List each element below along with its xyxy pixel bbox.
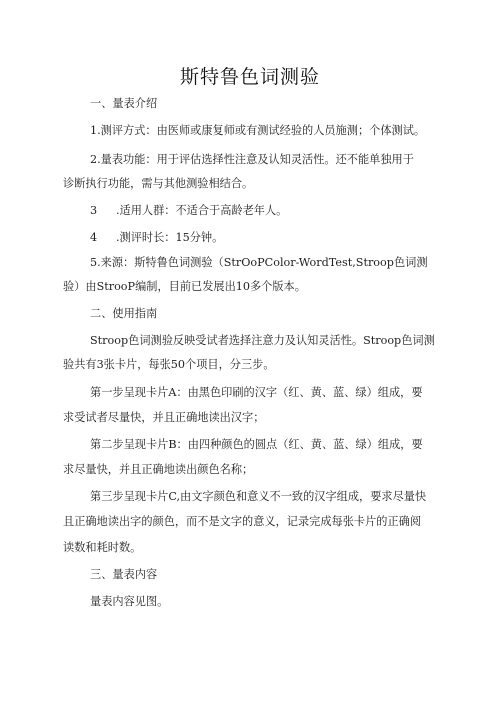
item-text: .测评时长：15分钟。 xyxy=(116,231,224,244)
item-text: .来源：斯特鲁色词测验（StrOoPColor-WordTest,Stroop色词测 xyxy=(97,256,428,269)
section-heading-guide: 二、使用指南 xyxy=(90,307,158,320)
guide-paragraph-2-line-1: 第一步呈现卡片A：由黑色印刷的汉字（红、黄、蓝、绿）组成，要 xyxy=(90,386,423,399)
intro-item-1 xyxy=(90,124,425,138)
item-number: 2 xyxy=(90,153,98,166)
guide-paragraph-1-line-2: 验共有3张卡片，每张50个项目，分三步。 xyxy=(63,358,275,371)
intro-item-5-continuation: 验）由StrooP编制，目前已发展出10多个版本。 xyxy=(63,280,306,293)
intro-item-5 xyxy=(90,256,428,270)
guide-paragraph-4-line-2: 且正确地读出字的颜色，而不是文字的意义，记录完成每张卡片的正确阅 xyxy=(63,515,422,528)
intro-item-2-continuation: 诊断执行功能，需与其他测验相结合。 xyxy=(63,177,254,190)
intro-item-3 xyxy=(90,204,287,218)
item-number: 5 xyxy=(90,256,98,269)
guide-paragraph-3-line-1: 第二步呈现卡片B：由四种颜色的圆点（红、黄、蓝、绿）组成，要 xyxy=(90,438,423,451)
document-title: 斯特鲁色词测验 xyxy=(179,66,320,88)
item-text: .测评方式：由医师或康复师或有测试经验的人员施测；个体测试。 xyxy=(97,124,426,137)
item-text: .适用人群：不适合于高龄老年人。 xyxy=(116,204,288,217)
guide-paragraph-4-line-3: 读数和耗时数。 xyxy=(63,541,142,554)
item-text: .量表功能：用于评估选择性注意及认知灵活性。还不能单独用于 xyxy=(97,153,414,166)
item-number: 3 xyxy=(90,204,98,217)
guide-paragraph-4-line-1: 第三步呈现卡片C,由文字颜色和意义不一致的汉字组成，要求尽量快 xyxy=(90,490,427,503)
section-heading-intro: 一、量表介绍 xyxy=(90,97,158,110)
guide-paragraph-1-line-1: Stroop色词测验反映受试者选择注意力及认知灵活性。Stroop色词测 xyxy=(90,334,435,347)
content-text: 量表内容见图。 xyxy=(90,595,169,608)
item-number: 4 xyxy=(90,231,98,244)
guide-paragraph-3-line-2: 求尽量快，并且正确地读出颜色名称； xyxy=(63,463,254,476)
guide-paragraph-2-line-2: 求受试者尽量快，并且正确地读出汉字； xyxy=(63,411,265,424)
section-heading-content: 三、量表内容 xyxy=(90,568,158,581)
intro-item-4 xyxy=(90,231,223,245)
item-number: 1 xyxy=(90,124,98,137)
intro-item-2 xyxy=(90,153,414,167)
